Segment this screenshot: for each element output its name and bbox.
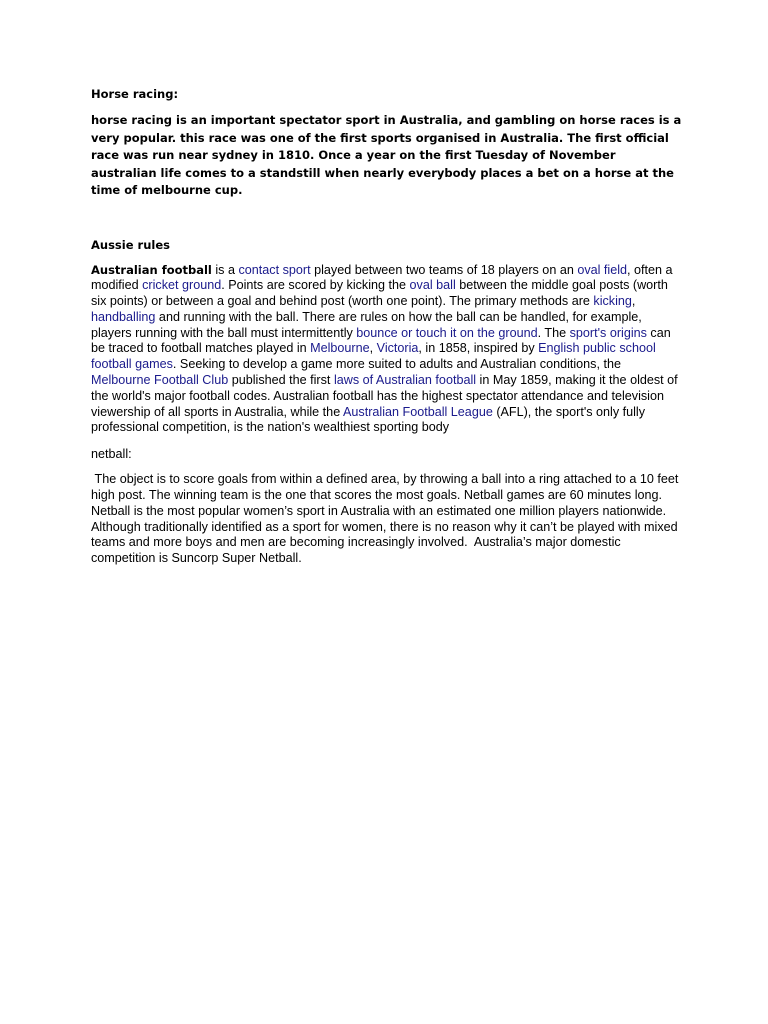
paragraph-text: , bbox=[631, 294, 636, 309]
paragraph-text: . The bbox=[537, 325, 570, 340]
inline-link[interactable]: Melbourne Football Club bbox=[91, 373, 229, 388]
netball-paragraph: The object is to score goals from within a defined area, by throwing a ball into a ring attached to a 10 feet high post. The winning team is the one that scores the most goals. Netball games are 60 minutes long. Netball is the most popular women’s sport in Australia with an estimated one million players nationwide. Although traditionally identified as a sport for women, there is no reason why it can’t be played with mixed teams and more boys and men are becoming increasingly involved. Australia’s major domestic competition is Suncorp Super Netball. bbox=[91, 472, 682, 566]
paragraph-text: published the first bbox=[228, 373, 334, 388]
paragraph-text: can be traced to football matches played in bbox=[91, 325, 671, 356]
inline-link[interactable]: Australian Football League bbox=[343, 404, 493, 419]
netball-heading: netball: bbox=[91, 447, 132, 462]
paragraph-text: , in 1858, inspired by bbox=[418, 341, 539, 356]
horse-racing-heading: Horse racing: bbox=[91, 87, 179, 101]
paragraph-text: , bbox=[369, 341, 377, 356]
inline-link[interactable]: laws of Australian football bbox=[333, 373, 477, 388]
inline-link[interactable]: sport's origins bbox=[569, 325, 647, 340]
inline-link[interactable]: handballing bbox=[91, 309, 156, 324]
inline-link[interactable]: oval field bbox=[577, 262, 628, 277]
paragraph-text: , often a modified bbox=[91, 262, 673, 293]
aussie-rules-heading: Aussie rules bbox=[91, 237, 170, 252]
paragraph-text: played between two teams of 18 players on an bbox=[310, 262, 578, 277]
horse-racing-paragraph: horse racing is an important spectator sport in Australia, and gambling on horse races is a very popular. this race was one of the first sports organised in Australia. The first official race was run near sydney in 1810. Once a year on the first Tuesday of November australian life comes to a standstill when nearly everybody places a bet on a horse at the time of melbourne cup. bbox=[91, 113, 682, 197]
paragraph-text: and running with the ball. There are rules on how the ball can be handled, for example, players running with the ball must intermittently bbox=[91, 309, 642, 340]
aussie-rules-paragraph bbox=[91, 263, 683, 437]
inline-link[interactable]: English public school football games bbox=[91, 341, 656, 372]
inline-link[interactable]: bounce or touch it on the ground bbox=[356, 325, 538, 340]
bold-term: Australian football bbox=[91, 262, 212, 277]
paragraph-text: is a bbox=[211, 262, 239, 277]
inline-link[interactable]: cricket ground bbox=[142, 278, 222, 293]
document-page bbox=[91, 86, 683, 567]
inline-link[interactable]: contact sport bbox=[238, 262, 311, 277]
paragraph-text: between the middle goal posts (worth six points) or between a goal and behind post (worth one point). The primary methods are bbox=[91, 278, 668, 309]
paragraph-text: (AFL), the sport's only fully professional competition, is the nation's wealthiest sporting body bbox=[91, 404, 646, 435]
inline-link[interactable]: Victoria bbox=[376, 341, 419, 356]
paragraph-text: . Seeking to develop a game more suited to adults and Australian conditions, the bbox=[172, 357, 621, 372]
paragraph-text: . Points are scored by kicking the bbox=[221, 278, 410, 293]
paragraph-text: in May 1859, making it the oldest of the world's major football codes. Australian football has the highest spectator attendance and television viewership of all sports in Australia, while the bbox=[91, 373, 678, 419]
inline-link[interactable]: Melbourne bbox=[310, 341, 370, 356]
inline-link[interactable]: kicking bbox=[593, 294, 632, 309]
inline-link[interactable]: oval ball bbox=[409, 278, 456, 293]
